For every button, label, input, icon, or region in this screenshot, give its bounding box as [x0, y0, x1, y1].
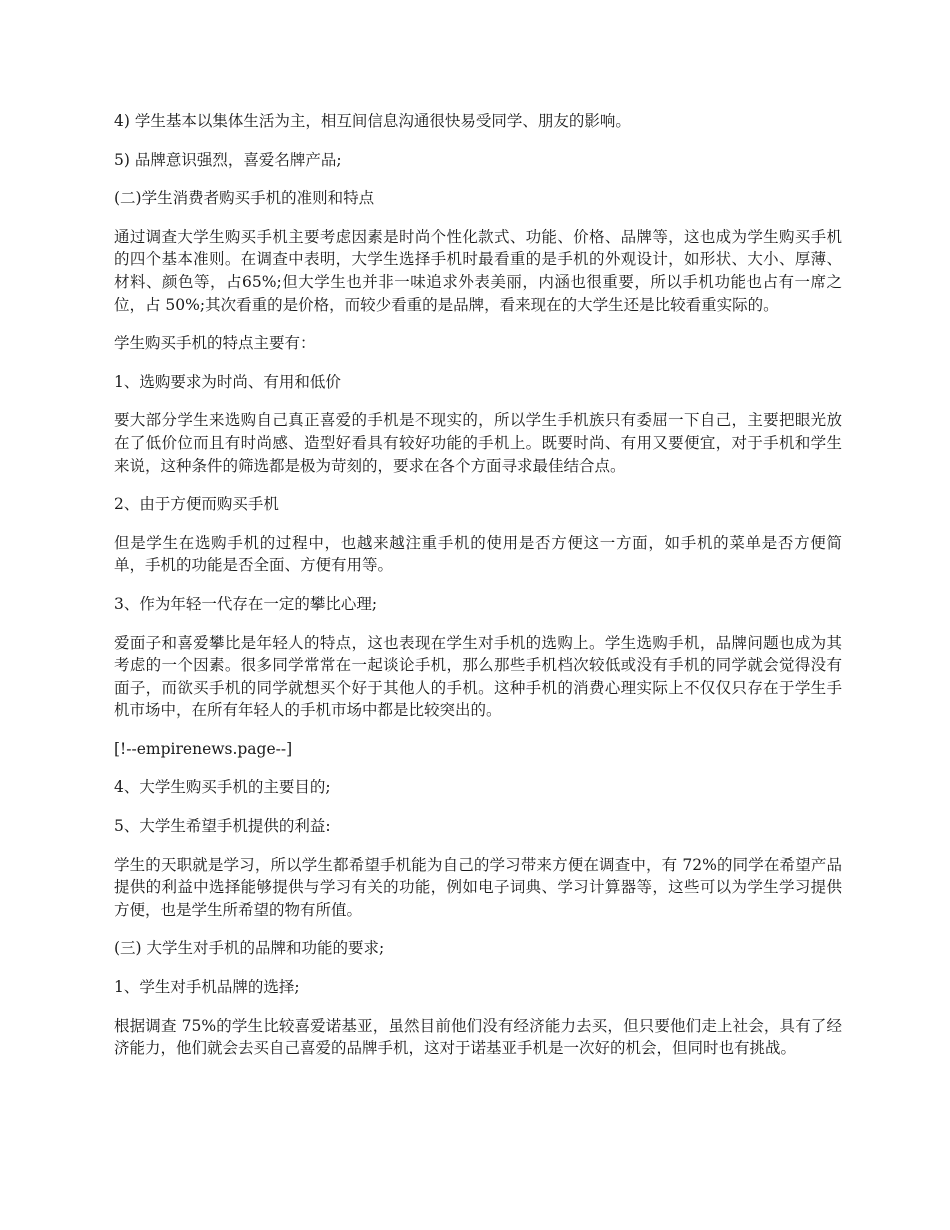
page-break-marker: [!--empirenews.page--] [114, 739, 293, 758]
paragraph-features-intro: 学生购买手机的特点主要有： [114, 334, 316, 353]
section-heading-2: (二)学生消费者购买手机的准则和特点 [114, 189, 375, 208]
subheading-4: 4、大学生购买手机的主要目的; [114, 778, 331, 797]
subheading-3: 3、作为年轻一代存在一定的攀比心理; [114, 594, 378, 613]
paragraph-convenience: 但是学生在选购手机的过程中，也越来越注重手机的使用是否方便这一方面，如手机的菜单是否方便简单，手机的功能是否全面、方便有用等。 [114, 533, 842, 575]
subheading-brand-choice: 1、学生对手机品牌的选择; [114, 978, 300, 997]
document-body [114, 110, 842, 1076]
subheading-1: 1、选购要求为时尚、有用和低价 [114, 372, 341, 391]
paragraph-benefits: 学生的天职就是学习，所以学生都希望手机能为自己的学习带来方便在调查中，有 72%的同学在希望产品提供的利益中选择能够提供与学习有关的功能，例如电子词典、学习计算器等，这些可以为学生学习提供方便，也是学生所希望的物有所值。 [114, 855, 842, 919]
paragraph-nokia: 根据调查 75%的学生比较喜爱诺基亚，虽然目前他们没有经济能力去买，但只要他们走上社会，具有了经济能力，他们就会去买自己喜爱的品牌手机，这对于诺基亚手机是一次好的机会，但同时也有挑战。 [114, 1016, 842, 1058]
subheading-5: 5、大学生希望手机提供的利益: [114, 817, 331, 836]
paragraph-survey-criteria: 通过调查大学生购买手机主要考虑因素是时尚个性化款式、功能、价格、品牌等，这也成为学生购买手机的四个基本准则。在调查中表明，大学生选择手机时最看重的是手机的外观设计，如形状、大小、厚薄、材料、颜色等，占65%;但大学生也并非一味追求外表美丽，内涵也很重要，所以手机功能也占有一席之位，占 50%;其次看重的是价格，而较少看重的是品牌，看来现在的大学生还是比较看重实际的。 [114, 227, 842, 314]
section-heading-3: (三) 大学生对手机的品牌和功能的要求; [114, 939, 385, 958]
subheading-2: 2、由于方便而购买手机 [114, 495, 279, 514]
list-item-5: 5) 品牌意识强烈，喜爱名牌产品; [114, 150, 342, 169]
paragraph-low-price: 要大部分学生来选购自己真正喜爱的手机是不现实的，所以学生手机族只有委屈一下自己，主要把眼光放在了低价位而且有时尚感、造型好看具有较好功能的手机上。既要时尚、有用又要便宜，对于手机和学生来说，这种条件的筛选都是极为苛刻的，要求在各个方面寻求最佳结合点。 [114, 411, 842, 475]
list-item-4: 4) 学生基本以集体生活为主，相互间信息沟通很快易受同学、朋友的影响。 [114, 112, 631, 130]
paragraph-comparison: 爱面子和喜爱攀比是年轻人的特点，这也表现在学生对手机的选购上。学生选购手机，品牌问题也成为其考虑的一个因素。很多同学常常在一起谈论手机，那么那些手机档次较低或没有手机的同学就会觉得没有面子，而欲买手机的同学就想买个好于其他人的手机。这种手机的消费心理实际上不仅仅只存在于学生手机市场中，在所有年轻人的手机市场中都是比较突出的。 [114, 633, 842, 720]
